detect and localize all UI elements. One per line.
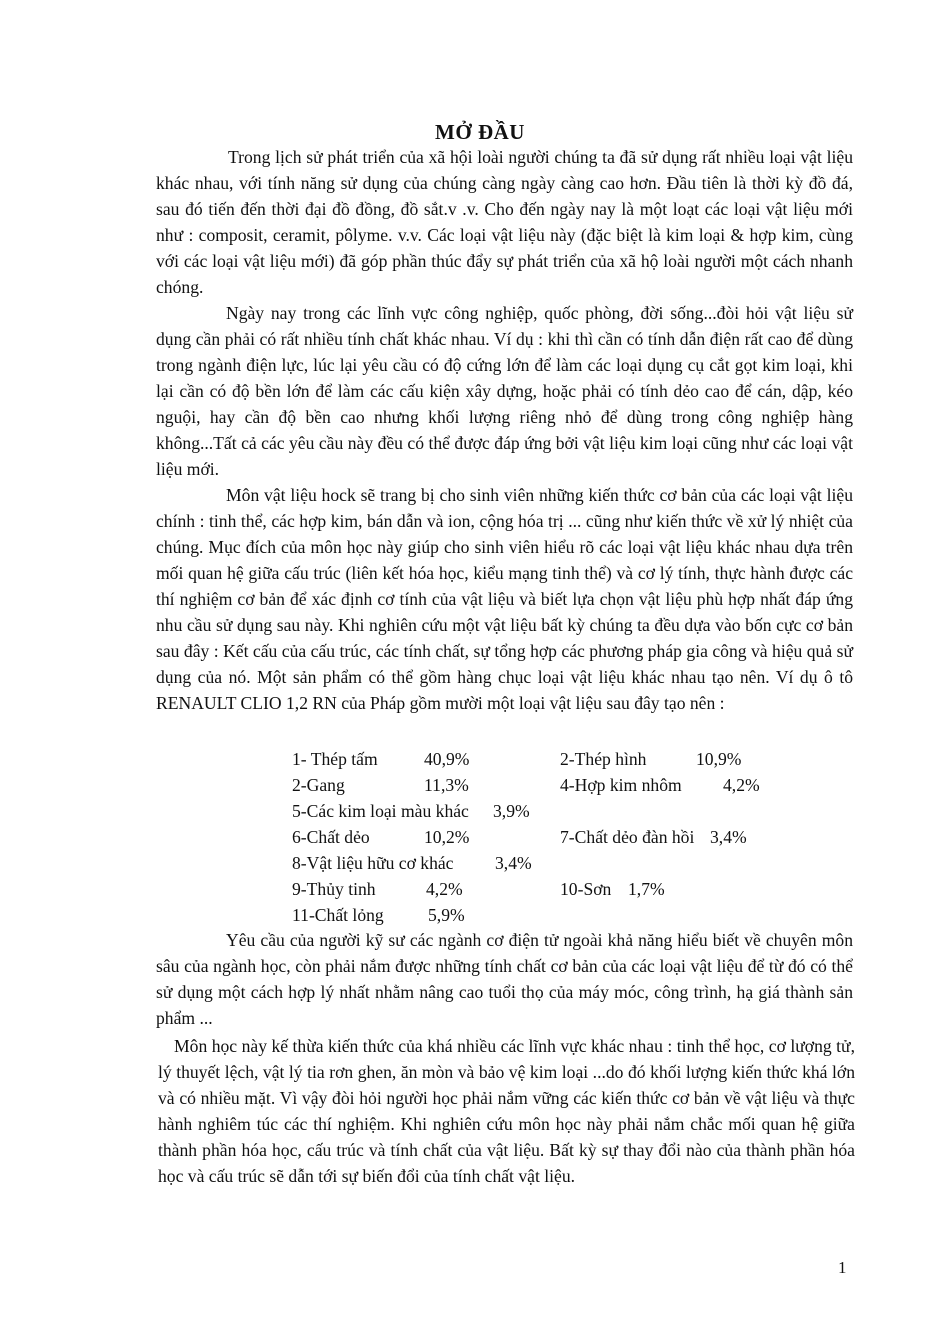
material-percent: 3,4%	[495, 853, 532, 873]
paragraph-3: Môn vật liệu hock sẽ trang bị cho sinh viên những kiến thức cơ bản của các loại vật liệu chính : tinh thể, các hợp kim, bán dẫn và ion, cộng hóa trị ... cũng như kiến thức về xử lý nhiệt của chúng. Mục đích của môn học này giúp cho sinh viên hiểu rõ các loại vật liệu khác nhau dựa trên mối quan hệ giữa cấu trúc (liên kết hóa học, kiểu mạng tinh thể) và cơ lý tính, thực hành được các thí nghiệm cơ bản để xác định cơ tính của vật liệu và biết lựa chọn vật liệu phù hợp nhất đáp ứng nhu cầu sử dụng sau này. Khi nghiên cứu một vật liệu bất kỳ chúng ta đều dựa vào bốn cực cơ bản sau đây : Kết cấu của cấu trúc, các tính chất, sự tổng hợp các phương pháp gia công và hiệu quả sử dụng của nó. Một sản phẩm có thể gồm hàng chục loại vật liệu khác nhau tạo nên. Ví dụ ô tô RENAULT CLIO 1,2 RN của Pháp gồm mười một loại vật liệu sau đây tạo nên :	[156, 485, 853, 713]
page-number: 1	[838, 1258, 847, 1277]
material-name: 7-Chất dẻo đàn hồi	[560, 827, 695, 847]
material-percent: 10,9%	[696, 749, 742, 769]
paragraph-5: Môn học này kế thừa kiến thức của khá nhiều các lĩnh vực khác nhau : tinh thể học, cơ lượng tử, lý thuyết lệch, vật lý tia rơn ghen, ăn mòn và bảo vệ kim loại ...do đó khối lượng kiến thức khá lớn và có nhiều mặt. Vì vậy đòi hỏi người học phải nắm vững các kiến thức cơ bản về vật liệu và thực hành nghiêm túc các thí nghiệm. Khi nghiên cứu môn học này phải nắm chắc mối quan hệ giữa thành phần hóa học, cấu trúc và tính chất của vật liệu. Bất kỳ sự thay đổi nào của thành phần hóa học và cấu trúc sẽ dẫn tới sự biến đổi của tính chất vật liệu.	[158, 1036, 855, 1186]
material-name: 11-Chất lỏng	[292, 905, 384, 925]
material-name: 1- Thép tấm	[292, 749, 378, 769]
material-name: 4-Hợp kim nhôm	[560, 775, 682, 795]
material-name: 6-Chất dẻo	[292, 827, 370, 847]
material-percent: 4,2%	[426, 879, 463, 899]
material-percent: 40,9%	[424, 749, 470, 769]
material-percent: 1,7%	[628, 879, 665, 899]
material-name: 2-Gang	[292, 775, 345, 795]
material-percent: 11,3%	[424, 775, 469, 795]
material-name: 2-Thép hình	[560, 749, 647, 769]
material-percent: 5,9%	[428, 905, 465, 925]
material-name: 5-Các kim loại màu khác	[292, 801, 469, 821]
paragraph-1: Trong lịch sử phát triển của xã hội loài người chúng ta đã sử dụng rất nhiều loại vật liệu khác nhau, với tính năng sử dụng của chúng càng ngày càng cao hơn. Đầu tiên là thời kỳ đồ đá, sau đó tiến đến thời đại đồ đồng, đồ sắt.v .v. Cho đến ngày nay là một loạt các loại vật liệu mới như : composit, ceramit, pôlyme. v.v. Các loại vật liệu này (đặc biệt là kim loại & hợp kim, cùng với các loại vật liệu mới) đã góp phần thúc đẩy sự phát triển của xã hộ loài người một cách nhanh chóng.	[156, 147, 853, 297]
material-name: 9-Thủy tinh	[292, 879, 376, 899]
paragraph-4: Yêu cầu của người kỹ sư các ngành cơ điện tử ngoài khả năng hiểu biết về chuyên môn sâu của ngành học, còn phải nắm được những tính chất cơ bản của các loại vật liệu để từ đó có thể sử dụng một cách hợp lý nhất nhằm nâng cao tuổi thọ của máy móc, công trình, hạ giá thành sản phẩm ...	[156, 930, 853, 1028]
material-percent: 3,4%	[710, 827, 747, 847]
material-name: 8-Vật liệu hữu cơ khác	[292, 853, 454, 873]
material-percent: 4,2%	[723, 775, 760, 795]
page-title: MỞ ĐẦU	[435, 120, 525, 144]
paragraph-2: Ngày nay trong các lĩnh vực công nghiệp, quốc phòng, đời sống...đòi hỏi vật liệu sử dụng cần phải có rất nhiều tính chất khác nhau. Ví dụ : khi thì cần có tính dẫn điện rất cao để dùng trong ngành điện lực, lúc lại yêu cầu có độ cứng lớn để làm các loại dụng cụ cắt gọt kim loại, khi lại cần có độ bền lớn để làm các cấu kiện xây dựng, hoặc phải có tính dẻo cao để cán, dập, kéo nguội, hay cần độ bền cao nhưng khối lượng riêng nhỏ để dùng trong công nghiệp hàng không...Tất cả các yêu cầu này đều có thể được đáp ứng bởi vật liệu kim loại cũng như các loại vật liệu mới.	[156, 303, 853, 479]
material-name: 10-Sơn	[560, 879, 612, 899]
material-percent: 10,2%	[424, 827, 470, 847]
material-percent: 3,9%	[493, 801, 530, 821]
